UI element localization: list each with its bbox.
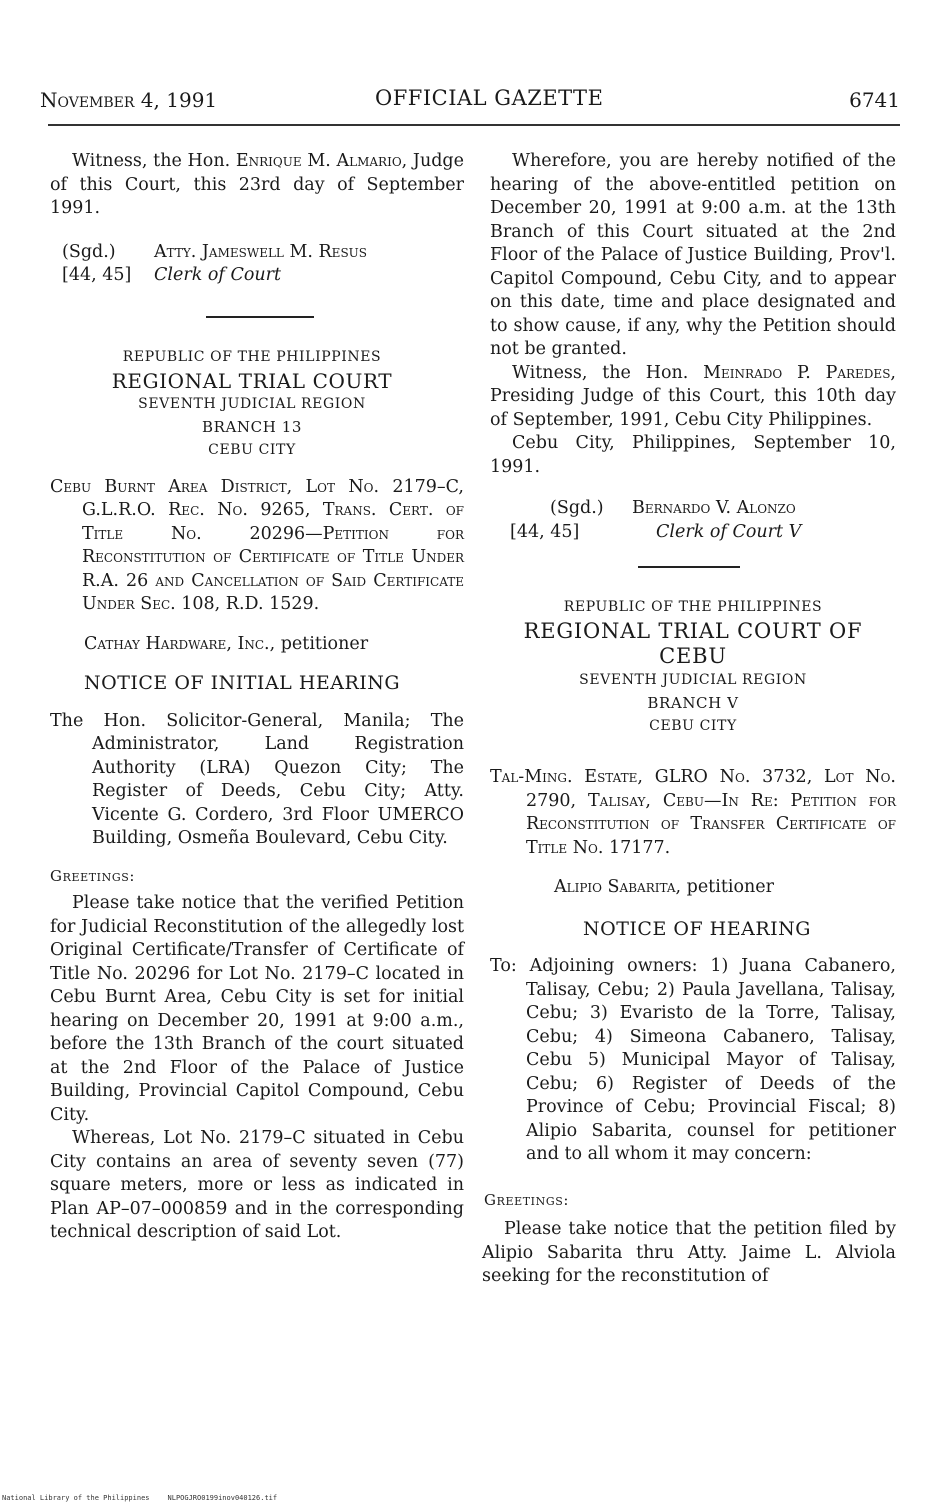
notice-title: NOTICE OF INITIAL HEARING xyxy=(84,672,401,694)
left-column xyxy=(50,150,464,1245)
republic-line: REPUBLIC OF THE PHILIPPINES xyxy=(122,348,382,365)
greetings: Greetings: xyxy=(50,866,136,885)
publication-title: OFFICIAL GAZETTE xyxy=(375,86,604,110)
signature-block xyxy=(490,497,896,521)
judge-name: Enrique M. Almario xyxy=(235,151,402,171)
scan-filename: NLPOGJRO0199inov040126.tif xyxy=(167,1494,278,1502)
notice-body: Please take notice that the verified Petition for Judicial Reconstitution of the allegedly lost Original Certificate/Transfer of Certificate of Title No. 20296 for Lot No. 2179–C located in Cebu Burnt Area, Cebu City is set for initial hearing on December 20, 1991 at 9:00 a.m., before the 13th Branch of the court situated at the 2nd Floor of the Palace of Justice Building, Provincial Capitol Compound, Cebu City. xyxy=(50,893,464,1125)
case-caption: Cebu Burnt Area District, Lot No. 2179–C, G.L.R.O. Rec. No. 9265, Trans. Cert. of Title No. 20296—Petition for Reconstitution of Certificate of Title Under R.A. 26 and Cancellation of Said Certificate Under Sec. 108, R.D. 1529. xyxy=(50,476,464,614)
page-header xyxy=(40,86,900,116)
wherefore-paragraph: Wherefore, you are hereby notified of the hearing of the above-entitled petition on December 20, 1991 at 9:00 a.m. at the 13th Branch of this Court situated at the 2nd Floor of the Palace of Justice Building, Prov'l. Capitol Compound, Cebu City, and to appear on this date, time and place designated and to show cause, if any, why the Petition should not be granted. xyxy=(490,151,896,359)
whereas-paragraph: Whereas, Lot No. 2179–C situated in Cebu City contains an area of seventy seven (77) square meters, more or less as indicated in Plan AP–07–000859 and in the corresponding technical description of said Lot. xyxy=(50,1128,464,1242)
court-name: REGIONAL TRIAL COURT OF CEBU xyxy=(523,619,863,668)
signatory-title: Clerk of Court xyxy=(154,265,282,285)
witness-paragraph: Witness, the Hon. Meinrado P. Paredes, Presiding Judge of this Court, this 10th day of September, 1991, Cebu City Philippines. xyxy=(490,362,896,430)
page-number: 6741 xyxy=(849,88,900,112)
judge-name: Meinrado P. Paredes xyxy=(703,362,891,383)
dateline: Cebu City, Philippines, September 10, 1991. xyxy=(490,433,896,477)
signed-mark: (Sgd.) xyxy=(550,498,604,518)
region-line: SEVENTH JUDICIAL REGION xyxy=(138,395,366,412)
signatory-name: Atty. Jameswell M. Resus xyxy=(154,241,367,262)
signature-title-row xyxy=(490,521,896,545)
city-line: CEBU CITY xyxy=(649,718,737,734)
addressees: The Hon. Solicitor-General, Manila; The Administrator, Land Registration Authority (LRA) Quezon City; The Register of Deeds, Cebu City; Atty. Vicente G. Cordero, 3rd Floor UMERCO Building, Osmeña Boulevard, Cebu City. xyxy=(50,710,464,848)
petitioner-line: Alipio Sabarita, petitioner xyxy=(554,877,774,897)
court-heading xyxy=(40,346,464,462)
signature-title-row xyxy=(50,264,464,288)
signatory-title: Clerk of Court V xyxy=(656,521,802,542)
issue-reference: [44, 45] xyxy=(510,521,580,542)
court-heading xyxy=(490,596,896,738)
branch-line: BRANCH V xyxy=(647,694,739,712)
right-column xyxy=(482,150,896,1289)
issue-date: November 4, 1991 xyxy=(40,88,218,112)
case-caption: Tal-Ming. Estate, GLRO No. 3732, Lot No. 2790, Talisay, Cebu—In Re: Petition for Reconstitution of Transfer Certificate of Title No. 17177. xyxy=(490,767,896,858)
addressees: To: Adjoining owners: 1) Juana Cabanero, Talisay, Cebu; 2) Paula Javellana, Talisay, Cebu; 3) Evaristo de la Torre, Talisay, Cebu; 4) Simeona Cabanero, Talisay, Cebu 5) Municipal Mayor of Talisay, Cebu; 6) Register of Deeds of the Province of Cebu; Provincial Fiscal; 8) Alipio Sabarita, counsel for petitioner and to all whom it may concern: xyxy=(490,956,896,1164)
greetings: Greetings: xyxy=(484,1190,570,1209)
signatory-name: Bernardo V. Alonzo xyxy=(632,498,796,518)
city-line: CEBU CITY xyxy=(208,441,296,458)
header-rule xyxy=(48,124,900,126)
signature-block xyxy=(50,241,464,265)
witness-paragraph: Witness, the Hon. Enrique M. Almario, Judge of this Court, this 23rd day of September 1991. xyxy=(50,151,464,218)
notice-title: NOTICE OF HEARING xyxy=(583,917,811,940)
republic-line: REPUBLIC OF THE PHILIPPINES xyxy=(563,599,823,615)
region-line: SEVENTH JUDICIAL REGION xyxy=(579,672,807,688)
library-credit: National Library of the Philippines xyxy=(2,1494,150,1502)
petition-paragraph: Please take notice that the petition filed by Alipio Sabarita thru Atty. Jaime L. Alviola seeking for the reconstitution of xyxy=(482,1219,896,1286)
court-name: REGIONAL TRIAL COURT xyxy=(111,368,393,393)
signed-mark: (Sgd.) xyxy=(62,241,116,262)
branch-line: BRANCH 13 xyxy=(201,417,303,436)
petitioner-line: Cathay Hardware, Inc., petitioner xyxy=(84,633,369,654)
issue-reference: [44, 45] xyxy=(62,265,132,285)
scan-footer xyxy=(2,1494,277,1502)
